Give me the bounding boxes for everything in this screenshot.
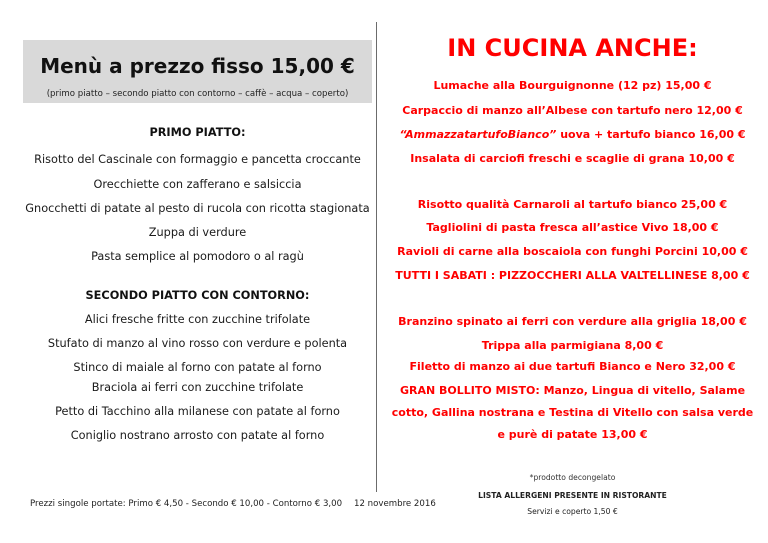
secondo-item: Stinco di maiale al forno con patate al forno bbox=[73, 361, 322, 374]
column-divider bbox=[376, 22, 377, 492]
special-rest: uova + tartufo bianco 16,00 € bbox=[556, 128, 746, 141]
frozen-note: *prodotto decongelato bbox=[529, 473, 616, 482]
cucina-item: Insalata di carciofi freschi e scaglie di grana 10,00 € bbox=[410, 152, 735, 165]
primo-item: Orecchiette con zafferano e salsiccia bbox=[93, 178, 302, 191]
cucina-item-special bbox=[385, 128, 760, 141]
cucina-item: Trippa alla parmigiana 8,00 € bbox=[481, 339, 664, 352]
primo-item: Zuppa di verdure bbox=[148, 226, 247, 239]
cucina-item: Tagliolini di pasta fresca all’astice Vivo 18,00 € bbox=[426, 221, 719, 234]
secondo-item: Stufato di manzo al vino rosso con verdure e polenta bbox=[47, 337, 348, 350]
secondo-heading: SECONDO PIATTO CON CONTORNO: bbox=[85, 289, 310, 302]
cucina-item: Risotto qualità Carnaroli al tartufo bianco 25,00 € bbox=[417, 198, 728, 211]
service-charge: Servizi e coperto 1,50 € bbox=[527, 507, 618, 516]
allergen-notice: LISTA ALLERGENI PRESENTE IN RISTORANTE bbox=[478, 491, 667, 500]
cucina-item: cotto, Gallina nostrana e Testina di Vitello con salsa verde bbox=[391, 406, 754, 419]
cucina-item: Ravioli di carne alla boscaiola con funghi Porcini 10,00 € bbox=[397, 245, 748, 258]
secondo-item: Braciola ai ferri con zucchine trifolate bbox=[91, 381, 304, 394]
cucina-item: Carpaccio di manzo all’Albese con tartufo nero 12,00 € bbox=[402, 104, 743, 117]
single-course-prices: Prezzi singole portate: Primo € 4,50 - Secondo € 10,00 - Contorno € 3,00 bbox=[30, 499, 343, 509]
primo-item: Pasta semplice al pomodoro o al ragù bbox=[91, 250, 304, 263]
fixed-menu-subtitle: (primo piatto – secondo piatto con contorno – caffè – acqua – coperto) bbox=[46, 89, 349, 99]
special-name: “AmmazzatartufoBianco” bbox=[399, 128, 557, 141]
cucina-item: Filetto di manzo ai due tartufi Bianco e Nero 32,00 € bbox=[409, 360, 736, 373]
cucina-item: GRAN BOLLITO MISTO: Manzo, Lingua di vitello, Salame bbox=[399, 384, 746, 397]
fixed-menu-title: Menù a prezzo fisso 15,00 € bbox=[40, 54, 355, 78]
cucina-item: TUTTI I SABATI : PIZZOCCHERI ALLA VALTELLINESE 8,00 € bbox=[395, 269, 750, 282]
secondo-item: Coniglio nostrano arrosto con patate al forno bbox=[70, 429, 325, 442]
secondo-item: Alici fresche fritte con zucchine trifolate bbox=[84, 313, 311, 326]
cucina-item: Lumache alla Bourguignonne (12 pz) 15,00 € bbox=[433, 79, 712, 92]
primo-item: Gnocchetti di patate al pesto di rucola con ricotta stagionata bbox=[25, 202, 370, 215]
primo-heading: PRIMO PIATTO: bbox=[149, 126, 246, 139]
cucina-item: Branzino spinato ai ferri con verdure alla griglia 18,00 € bbox=[398, 315, 747, 328]
fixed-price-box bbox=[23, 40, 372, 103]
primo-item: Risotto del Cascinale con formaggio e pancetta croccante bbox=[34, 153, 361, 166]
secondo-item: Petto di Tacchino alla milanese con patate al forno bbox=[55, 405, 340, 418]
cucina-title: IN CUCINA ANCHE: bbox=[447, 34, 698, 62]
cucina-item: e purè di patate 13,00 € bbox=[497, 428, 648, 441]
menu-date: 12 novembre 2016 bbox=[354, 499, 436, 509]
